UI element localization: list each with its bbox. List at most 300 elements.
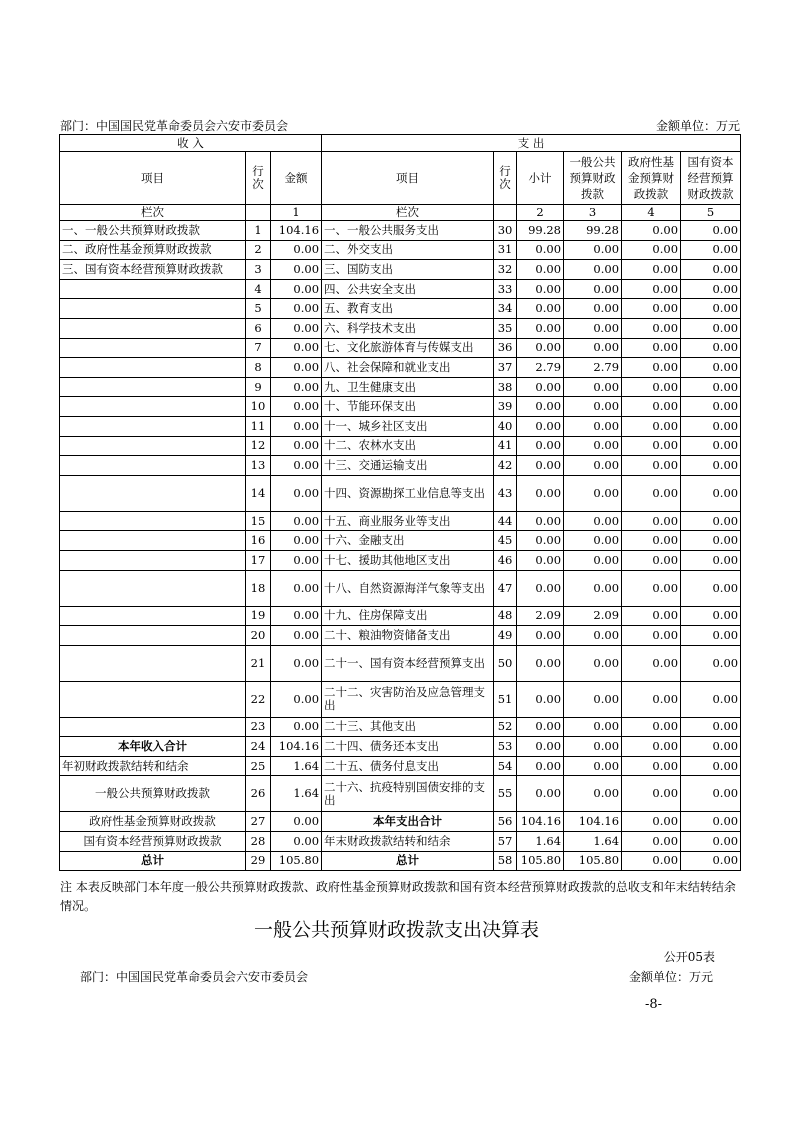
income-amount-cell: 105.80 (271, 851, 322, 871)
gov-fund-cell: 0.00 (622, 456, 681, 476)
lan-col-1: 1 (271, 205, 322, 221)
income-amount-cell: 0.00 (271, 570, 322, 606)
lan-col-3: 3 (564, 205, 622, 221)
income-row-no-cell: 2 (246, 240, 271, 260)
income-row-no-cell: 11 (246, 416, 271, 436)
gov-fund-cell: 0.00 (622, 570, 681, 606)
general-budget-cell: 0.00 (564, 570, 622, 606)
col-header-state-capital: 国有资本经营预算财政拨款 (681, 152, 741, 205)
expense-row-no-cell: 39 (494, 397, 517, 417)
income-row-no-cell: 27 (246, 812, 271, 832)
income-amount-cell: 0.00 (271, 511, 322, 531)
state-capital-cell: 0.00 (681, 776, 741, 812)
income-amount-cell: 0.00 (271, 260, 322, 280)
page-number: -8- (645, 997, 663, 1012)
income-row-no-cell: 25 (246, 756, 271, 776)
income-item-cell: 年初财政拨款结转和结余 (60, 756, 246, 776)
expense-item-cell: 二十、粮油物资储备支出 (322, 626, 494, 646)
subtotal-cell: 0.00 (517, 299, 564, 319)
gov-fund-cell: 0.00 (622, 606, 681, 626)
state-capital-cell: 0.00 (681, 475, 741, 511)
general-budget-cell: 0.00 (564, 756, 622, 776)
subtotal-cell: 0.00 (517, 240, 564, 260)
expense-item-cell: 十二、农林水支出 (322, 436, 494, 456)
income-amount-cell: 0.00 (271, 832, 322, 852)
col-header-income-item: 项目 (60, 152, 246, 205)
table-row (60, 776, 741, 812)
income-row-no-cell: 20 (246, 626, 271, 646)
income-group-header: 收 入 (60, 135, 322, 152)
general-budget-cell: 0.00 (564, 645, 622, 681)
gov-fund-cell: 0.00 (622, 756, 681, 776)
state-capital-cell: 0.00 (681, 756, 741, 776)
income-row-no-cell: 26 (246, 776, 271, 812)
income-amount-cell: 0.00 (271, 377, 322, 397)
income-item-cell: 一般公共预算财政拨款 (60, 776, 246, 812)
general-budget-cell: 2.79 (564, 358, 622, 378)
income-row-no-cell: 21 (246, 645, 271, 681)
expense-item-cell: 二十一、国有资本经营预算支出 (322, 645, 494, 681)
col-header-gov-fund: 政府性基金预算财政拨款 (622, 152, 681, 205)
state-capital-cell: 0.00 (681, 531, 741, 551)
income-row-no-cell: 18 (246, 570, 271, 606)
next-department-label: 部门：中国国民党革命委员会六安市委员会 (80, 970, 309, 984)
expense-item-cell: 年末财政拨款结转和结余 (322, 832, 494, 852)
gov-fund-cell: 0.00 (622, 851, 681, 871)
lan-blank (494, 205, 517, 221)
income-item-cell (60, 397, 246, 417)
table-row (60, 756, 741, 776)
subtotal-cell: 0.00 (517, 318, 564, 338)
income-amount-cell: 0.00 (271, 358, 322, 378)
general-budget-cell: 0.00 (564, 511, 622, 531)
expense-item-cell: 十七、援助其他地区支出 (322, 550, 494, 570)
income-item-cell (60, 279, 246, 299)
table-body (60, 221, 741, 871)
subtotal-cell: 105.80 (517, 851, 564, 871)
next-unit-label: 金额单位：万元 (628, 970, 713, 984)
expense-row-no-cell: 50 (494, 645, 517, 681)
table-row (60, 377, 741, 397)
gov-fund-cell: 0.00 (622, 550, 681, 570)
expense-item-cell: 十六、金融支出 (322, 531, 494, 551)
expense-item-cell: 总计 (322, 851, 494, 871)
income-amount-cell: 1.64 (271, 756, 322, 776)
general-budget-cell: 0.00 (564, 737, 622, 757)
expense-row-no-cell: 42 (494, 456, 517, 476)
expense-item-cell: 五、教育支出 (322, 299, 494, 319)
state-capital-cell: 0.00 (681, 377, 741, 397)
expense-row-no-cell: 44 (494, 511, 517, 531)
expense-item-cell: 二十四、债务还本支出 (322, 737, 494, 757)
income-amount-cell: 0.00 (271, 397, 322, 417)
state-capital-cell: 0.00 (681, 550, 741, 570)
expense-item-cell: 本年支出合计 (322, 812, 494, 832)
table-row (60, 531, 741, 551)
general-budget-cell: 2.09 (564, 606, 622, 626)
expense-item-cell: 十九、住房保障支出 (322, 606, 494, 626)
expense-item-cell: 十、节能环保支出 (322, 397, 494, 417)
subtotal-cell: 0.00 (517, 570, 564, 606)
col-header-general-budget: 一般公共预算财政拨款 (564, 152, 622, 205)
income-row-no-cell: 13 (246, 456, 271, 476)
expense-row-no-cell: 48 (494, 606, 517, 626)
subtotal-cell: 0.00 (517, 626, 564, 646)
col-header-amount: 金额 (271, 152, 322, 205)
subtotal-cell: 0.00 (517, 416, 564, 436)
general-budget-cell: 0.00 (564, 681, 622, 717)
lan-blank (246, 205, 271, 221)
table-row (60, 240, 741, 260)
income-row-no-cell: 23 (246, 717, 271, 737)
income-row-no-cell: 14 (246, 475, 271, 511)
expense-row-no-cell: 40 (494, 416, 517, 436)
subtotal-cell: 0.00 (517, 645, 564, 681)
income-amount-cell: 0.00 (271, 606, 322, 626)
table-row (60, 397, 741, 417)
state-capital-cell: 0.00 (681, 240, 741, 260)
expense-row-no-cell: 52 (494, 717, 517, 737)
income-item-cell (60, 645, 246, 681)
state-capital-cell: 0.00 (681, 645, 741, 681)
state-capital-cell: 0.00 (681, 832, 741, 852)
expense-item-cell: 九、卫生健康支出 (322, 377, 494, 397)
income-item-cell (60, 717, 246, 737)
state-capital-cell: 0.00 (681, 511, 741, 531)
income-item-cell (60, 318, 246, 338)
income-item-cell (60, 550, 246, 570)
subtotal-cell: 0.00 (517, 717, 564, 737)
income-row-no-cell: 16 (246, 531, 271, 551)
income-item-cell: 一、一般公共预算财政拨款 (60, 221, 246, 241)
subtotal-cell: 0.00 (517, 397, 564, 417)
subtotal-cell: 0.00 (517, 511, 564, 531)
general-budget-cell: 0.00 (564, 299, 622, 319)
expense-row-no-cell: 54 (494, 756, 517, 776)
income-item-cell: 二、政府性基金预算财政拨款 (60, 240, 246, 260)
state-capital-cell: 0.00 (681, 260, 741, 280)
general-budget-cell: 0.00 (564, 456, 622, 476)
unit-label: 金额单位：万元 (655, 119, 740, 133)
subtotal-cell: 0.00 (517, 776, 564, 812)
subtotal-cell: 1.64 (517, 832, 564, 852)
subtotal-cell: 0.00 (517, 279, 564, 299)
general-budget-cell: 0.00 (564, 318, 622, 338)
state-capital-cell: 0.00 (681, 358, 741, 378)
expense-item-cell: 十五、商业服务业等支出 (322, 511, 494, 531)
next-table-code: 公开05表 (663, 950, 715, 964)
table-row (60, 812, 741, 832)
table-row (60, 606, 741, 626)
gov-fund-cell: 0.00 (622, 416, 681, 436)
expense-row-no-cell: 57 (494, 832, 517, 852)
income-item-cell (60, 531, 246, 551)
income-row-no-cell: 5 (246, 299, 271, 319)
expense-item-cell: 十一、城乡社区支出 (322, 416, 494, 436)
expense-row-no-cell: 56 (494, 812, 517, 832)
state-capital-cell: 0.00 (681, 279, 741, 299)
gov-fund-cell: 0.00 (622, 221, 681, 241)
subtotal-cell: 0.00 (517, 550, 564, 570)
income-item-cell: 政府性基金预算财政拨款 (60, 812, 246, 832)
income-expense-table (59, 134, 741, 871)
expense-item-cell: 二十二、灾害防治及应急管理支出 (322, 681, 494, 717)
gov-fund-cell: 0.00 (622, 279, 681, 299)
expense-row-no-cell: 30 (494, 221, 517, 241)
subtotal-cell: 0.00 (517, 456, 564, 476)
table-row (60, 416, 741, 436)
income-amount-cell: 0.00 (271, 318, 322, 338)
income-row-no-cell: 4 (246, 279, 271, 299)
expense-item-cell: 十八、自然资源海洋气象等支出 (322, 570, 494, 606)
general-budget-cell: 0.00 (564, 717, 622, 737)
subtotal-cell: 0.00 (517, 475, 564, 511)
state-capital-cell: 0.00 (681, 318, 741, 338)
income-amount-cell: 0.00 (271, 812, 322, 832)
state-capital-cell: 0.00 (681, 456, 741, 476)
next-table-header-line (80, 968, 713, 984)
expense-item-cell: 十三、交通运输支出 (322, 456, 494, 476)
general-budget-cell: 0.00 (564, 776, 622, 812)
general-budget-cell: 105.80 (564, 851, 622, 871)
table-row (60, 737, 741, 757)
table-note: 注 本表反映部门本年度一般公共预算财政拨款、政府性基金预算财政拨款和国有资本经营预算财政拨款的总收支和年末结转结余情况。 (60, 880, 736, 913)
general-budget-cell: 99.28 (564, 221, 622, 241)
col-header-expense-row: 行次 (494, 152, 517, 205)
income-item-cell (60, 358, 246, 378)
state-capital-cell: 0.00 (681, 570, 741, 606)
expense-item-cell: 四、公共安全支出 (322, 279, 494, 299)
col-header-income-row: 行次 (246, 152, 271, 205)
income-amount-cell: 0.00 (271, 299, 322, 319)
general-budget-cell: 0.00 (564, 338, 622, 358)
general-budget-cell: 0.00 (564, 436, 622, 456)
income-row-no-cell: 28 (246, 832, 271, 852)
income-item-cell: 总计 (60, 851, 246, 871)
income-amount-cell: 0.00 (271, 416, 322, 436)
gov-fund-cell: 0.00 (622, 626, 681, 646)
table-row (60, 475, 741, 511)
income-amount-cell: 0.00 (271, 681, 322, 717)
income-amount-cell: 0.00 (271, 645, 322, 681)
income-row-no-cell: 29 (246, 851, 271, 871)
expense-item-cell: 六、科学技术支出 (322, 318, 494, 338)
state-capital-cell: 0.00 (681, 681, 741, 717)
expense-row-no-cell: 37 (494, 358, 517, 378)
income-item-cell (60, 626, 246, 646)
table-header-line (60, 117, 740, 133)
expense-row-no-cell: 31 (494, 240, 517, 260)
income-item-cell (60, 338, 246, 358)
income-row-no-cell: 17 (246, 550, 271, 570)
general-budget-cell: 0.00 (564, 240, 622, 260)
expense-item-cell: 二十六、抗疫特别国债安排的支出 (322, 776, 494, 812)
subtotal-cell: 0.00 (517, 436, 564, 456)
expense-item-cell: 二十三、其他支出 (322, 717, 494, 737)
income-amount-cell: 0.00 (271, 436, 322, 456)
expense-row-no-cell: 38 (494, 377, 517, 397)
expense-row-no-cell: 43 (494, 475, 517, 511)
income-amount-cell: 0.00 (271, 550, 322, 570)
table-row (60, 436, 741, 456)
gov-fund-cell: 0.00 (622, 377, 681, 397)
income-item-cell: 本年收入合计 (60, 737, 246, 757)
col-header-expense-item: 项目 (322, 152, 494, 205)
table-row (60, 260, 741, 280)
table-row (60, 299, 741, 319)
table-row (60, 456, 741, 476)
expense-row-no-cell: 35 (494, 318, 517, 338)
gov-fund-cell: 0.00 (622, 318, 681, 338)
expense-row-no-cell: 53 (494, 737, 517, 757)
income-row-no-cell: 15 (246, 511, 271, 531)
expense-item-cell: 十四、资源勘探工业信息等支出 (322, 475, 494, 511)
table-row (60, 645, 741, 681)
income-row-no-cell: 8 (246, 358, 271, 378)
state-capital-cell: 0.00 (681, 626, 741, 646)
income-row-no-cell: 24 (246, 737, 271, 757)
income-amount-cell: 1.64 (271, 776, 322, 812)
table-row (60, 570, 741, 606)
gov-fund-cell: 0.00 (622, 737, 681, 757)
table-row (60, 626, 741, 646)
expense-item-cell: 一、一般公共服务支出 (322, 221, 494, 241)
state-capital-cell: 0.00 (681, 851, 741, 871)
general-budget-cell: 0.00 (564, 260, 622, 280)
income-row-no-cell: 10 (246, 397, 271, 417)
expense-row-no-cell: 55 (494, 776, 517, 812)
table-row (60, 358, 741, 378)
income-item-cell: 国有资本经营预算财政拨款 (60, 832, 246, 852)
income-amount-cell: 0.00 (271, 475, 322, 511)
subtotal-cell: 0.00 (517, 377, 564, 397)
expense-item-cell: 八、社会保障和就业支出 (322, 358, 494, 378)
income-row-no-cell: 22 (246, 681, 271, 717)
income-amount-cell: 104.16 (271, 221, 322, 241)
lan-col-2: 2 (517, 205, 564, 221)
expense-row-no-cell: 33 (494, 279, 517, 299)
table-row (60, 338, 741, 358)
lan-col-4: 4 (622, 205, 681, 221)
income-item-cell (60, 436, 246, 456)
general-budget-cell: 0.00 (564, 550, 622, 570)
income-row-no-cell: 3 (246, 260, 271, 280)
table-row (60, 511, 741, 531)
expense-row-no-cell: 41 (494, 436, 517, 456)
gov-fund-cell: 0.00 (622, 475, 681, 511)
expense-row-no-cell: 46 (494, 550, 517, 570)
table-row (60, 681, 741, 717)
gov-fund-cell: 0.00 (622, 832, 681, 852)
subtotal-cell: 2.79 (517, 358, 564, 378)
general-budget-cell: 1.64 (564, 832, 622, 852)
gov-fund-cell: 0.00 (622, 260, 681, 280)
state-capital-cell: 0.00 (681, 606, 741, 626)
income-item-cell (60, 377, 246, 397)
subtotal-cell: 104.16 (517, 812, 564, 832)
expense-item-cell: 三、国防支出 (322, 260, 494, 280)
income-amount-cell: 0.00 (271, 279, 322, 299)
table-row (60, 221, 741, 241)
gov-fund-cell: 0.00 (622, 681, 681, 717)
income-row-no-cell: 7 (246, 338, 271, 358)
next-table-title: 一般公共预算财政拨款支出决算表 (253, 919, 539, 941)
general-budget-cell: 0.00 (564, 416, 622, 436)
state-capital-cell: 0.00 (681, 397, 741, 417)
general-budget-cell: 0.00 (564, 397, 622, 417)
state-capital-cell: 0.00 (681, 299, 741, 319)
table-row (60, 832, 741, 852)
gov-fund-cell: 0.00 (622, 358, 681, 378)
gov-fund-cell: 0.00 (622, 338, 681, 358)
income-row-no-cell: 19 (246, 606, 271, 626)
subtotal-cell: 99.28 (517, 221, 564, 241)
subtotal-cell: 0.00 (517, 756, 564, 776)
expense-row-no-cell: 32 (494, 260, 517, 280)
expense-item-cell: 二、外交支出 (322, 240, 494, 260)
col-header-subtotal: 小计 (517, 152, 564, 205)
state-capital-cell: 0.00 (681, 717, 741, 737)
income-row-no-cell: 9 (246, 377, 271, 397)
general-budget-cell: 0.00 (564, 279, 622, 299)
income-item-cell (60, 511, 246, 531)
table-row (60, 279, 741, 299)
expense-row-no-cell: 34 (494, 299, 517, 319)
income-row-no-cell: 12 (246, 436, 271, 456)
state-capital-cell: 0.00 (681, 338, 741, 358)
subtotal-cell: 0.00 (517, 681, 564, 717)
lan-label: 栏次 (60, 205, 246, 221)
state-capital-cell: 0.00 (681, 221, 741, 241)
gov-fund-cell: 0.00 (622, 511, 681, 531)
department-label: 部门：中国国民党革命委员会六安市委员会 (60, 119, 289, 133)
general-budget-cell: 0.00 (564, 531, 622, 551)
expense-row-no-cell: 36 (494, 338, 517, 358)
income-amount-cell: 104.16 (271, 737, 322, 757)
state-capital-cell: 0.00 (681, 416, 741, 436)
income-item-cell (60, 681, 246, 717)
gov-fund-cell: 0.00 (622, 717, 681, 737)
income-amount-cell: 0.00 (271, 531, 322, 551)
expense-row-no-cell: 47 (494, 570, 517, 606)
table-row (60, 717, 741, 737)
table-row (60, 851, 741, 871)
gov-fund-cell: 0.00 (622, 531, 681, 551)
table-row (60, 550, 741, 570)
income-amount-cell: 0.00 (271, 626, 322, 646)
income-item-cell (60, 456, 246, 476)
state-capital-cell: 0.00 (681, 737, 741, 757)
income-amount-cell: 0.00 (271, 240, 322, 260)
income-item-cell (60, 570, 246, 606)
table-row (60, 318, 741, 338)
lan-label: 栏次 (322, 205, 494, 221)
expense-row-no-cell: 45 (494, 531, 517, 551)
income-item-cell (60, 606, 246, 626)
subtotal-cell: 2.09 (517, 606, 564, 626)
subtotal-cell: 0.00 (517, 531, 564, 551)
income-row-no-cell: 1 (246, 221, 271, 241)
expense-row-no-cell: 58 (494, 851, 517, 871)
expense-item-cell: 二十五、债务付息支出 (322, 756, 494, 776)
general-budget-cell: 0.00 (564, 626, 622, 646)
subtotal-cell: 0.00 (517, 338, 564, 358)
income-item-cell (60, 416, 246, 436)
general-budget-cell: 104.16 (564, 812, 622, 832)
gov-fund-cell: 0.00 (622, 436, 681, 456)
expense-row-no-cell: 51 (494, 681, 517, 717)
income-item-cell (60, 299, 246, 319)
